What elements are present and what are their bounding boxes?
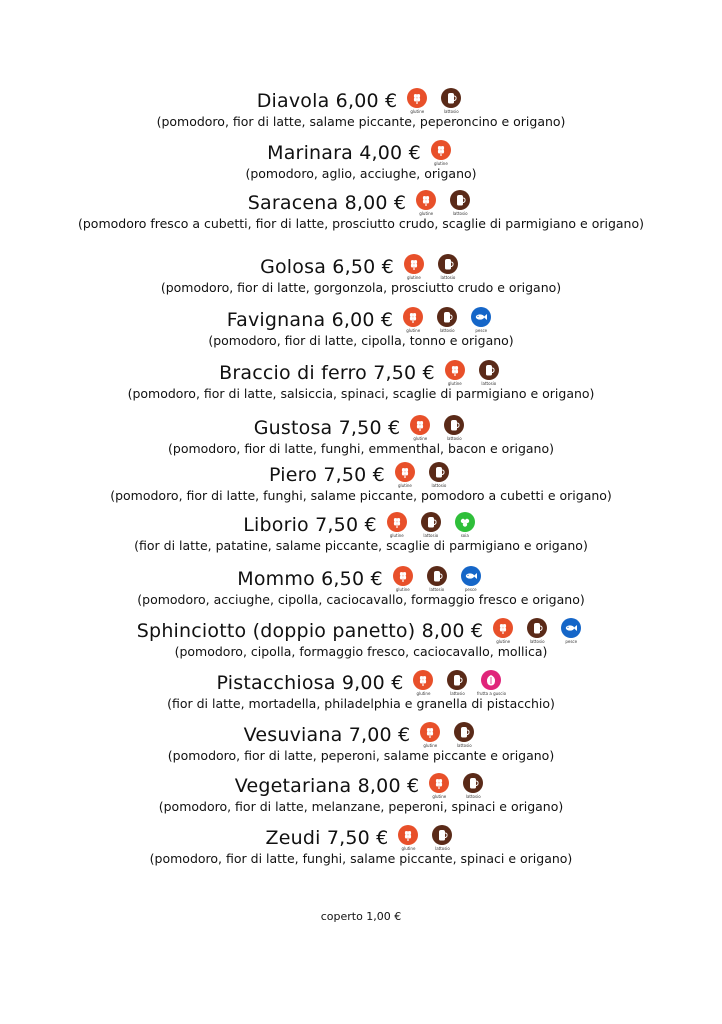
- menu-item-header: [0, 415, 722, 441]
- allergen-lattosio: [425, 462, 453, 488]
- wheat-icon: [398, 825, 418, 845]
- menu-item: [0, 618, 722, 660]
- allergen-glutine: [425, 773, 453, 799]
- allergen-label: lattosio: [431, 483, 447, 488]
- milk-jug-icon: [437, 307, 457, 327]
- allergen-pesce: [467, 307, 495, 333]
- allergen-lattosio: [428, 825, 456, 851]
- allergen-label: glutine: [419, 211, 434, 216]
- allergen-glutine: [394, 825, 422, 851]
- allergen-glutine: [399, 307, 427, 333]
- allergen-lattosio: [475, 360, 503, 386]
- allergen-icons: [416, 722, 478, 748]
- menu-item-header: [0, 773, 722, 799]
- pizza-name-price: Vegetariana 8,00 €: [234, 775, 420, 797]
- allergen-icons: [489, 618, 585, 644]
- cover-charge: coperto 1,00 €: [320, 910, 402, 923]
- allergen-label: lattosio: [465, 794, 481, 799]
- allergen-pesce: [457, 566, 485, 592]
- allergen-label: glutine: [395, 587, 410, 592]
- allergen-label: glutine: [406, 328, 421, 333]
- menu-item-header: [0, 88, 722, 114]
- menu-item: [0, 566, 722, 608]
- wheat-icon: [413, 670, 433, 690]
- wheat-icon: [493, 618, 513, 638]
- allergen-soia: [451, 512, 479, 538]
- allergen-lattosio: [440, 415, 468, 441]
- allergen-icons: [403, 88, 465, 114]
- allergen-icons: [412, 190, 474, 216]
- menu-item: [0, 254, 722, 296]
- allergen-lattosio: [443, 670, 471, 696]
- wheat-icon: [403, 307, 423, 327]
- milk-jug-icon: [441, 88, 461, 108]
- allergen-icons: [409, 670, 505, 696]
- menu-item: [0, 360, 722, 402]
- milk-jug-icon: [427, 566, 447, 586]
- menu-item: [0, 88, 722, 130]
- menu-item: [0, 140, 722, 182]
- wheat-icon: [445, 360, 465, 380]
- pizza-name-price: Sphinciotto (doppio panetto) 8,00 €: [136, 620, 484, 642]
- allergen-label: lattosio: [443, 109, 459, 114]
- allergen-label: glutine: [432, 794, 447, 799]
- ingredients-description: (pomodoro, aglio, acciughe, origano): [245, 166, 477, 181]
- milk-jug-icon: [438, 254, 458, 274]
- allergen-glutine: [412, 190, 440, 216]
- allergen-lattosio: [437, 88, 465, 114]
- allergen-glutine: [400, 254, 428, 280]
- allergen-glutine: [409, 670, 437, 696]
- pizza-name-price: Golosa 6,50 €: [260, 256, 394, 278]
- allergen-icons: [400, 254, 462, 280]
- menu-item-header: [0, 360, 722, 386]
- allergen-pesce: [557, 618, 585, 644]
- allergen-glutine: [416, 722, 444, 748]
- pizza-name-price: Saracena 8,00 €: [247, 192, 407, 214]
- allergen-glutine: [427, 140, 455, 166]
- allergen-frutta: [477, 670, 505, 696]
- pizza-name-price: Mommo 6,50 €: [237, 568, 383, 590]
- allergen-glutine: [489, 618, 517, 644]
- milk-jug-icon: [429, 462, 449, 482]
- pizza-name-price: Zeudi 7,50 €: [265, 827, 389, 849]
- wheat-icon: [429, 773, 449, 793]
- ingredients-description: (pomodoro, cipolla, formaggio fresco, caciocavallo, mollica): [174, 644, 548, 659]
- pizza-name-price: Liborio 7,50 €: [243, 514, 377, 536]
- ingredients-description: (pomodoro, acciughe, cipolla, caciocavallo, formaggio fresco e origano): [137, 592, 585, 607]
- fish-icon: [471, 307, 491, 327]
- pizza-name-price: Diavola 6,00 €: [256, 90, 398, 112]
- ingredients-description: (pomodoro, fior di latte, melanzane, peperoni, spinaci e origano): [158, 799, 564, 814]
- pizza-name-price: Braccio di ferro 7,50 €: [219, 362, 435, 384]
- soy-icon: [455, 512, 475, 532]
- fish-icon: [461, 566, 481, 586]
- allergen-lattosio: [459, 773, 487, 799]
- allergen-label: glutine: [416, 691, 431, 696]
- allergen-label: pesce: [565, 639, 578, 644]
- milk-jug-icon: [444, 415, 464, 435]
- allergen-lattosio: [446, 190, 474, 216]
- allergen-label: lattosio: [440, 275, 456, 280]
- wheat-icon: [395, 462, 415, 482]
- milk-jug-icon: [432, 825, 452, 845]
- allergen-lattosio: [523, 618, 551, 644]
- menu-item: [0, 825, 722, 867]
- allergen-label: glutine: [413, 436, 428, 441]
- menu-item-header: [0, 512, 722, 538]
- allergen-lattosio: [450, 722, 478, 748]
- allergen-label: soia: [460, 533, 469, 538]
- pizza-name-price: Favignana 6,00 €: [226, 309, 394, 331]
- allergen-label: glutine: [407, 275, 421, 280]
- allergen-icons: [383, 512, 479, 538]
- pizza-name-price: Piero 7,50 €: [269, 464, 385, 486]
- allergen-icons: [391, 462, 453, 488]
- nut-icon: [481, 670, 501, 690]
- pizza-name-price: Gustosa 7,50 €: [253, 417, 401, 439]
- allergen-label: glutine: [433, 161, 448, 166]
- allergen-label: pesce: [475, 328, 488, 333]
- allergen-lattosio: [434, 254, 462, 280]
- allergen-label: glutine: [401, 846, 416, 851]
- allergen-icons: [394, 825, 456, 851]
- ingredients-description: (pomodoro fresco a cubetti, fior di latte, prosciutto crudo, scaglie di parmigiano e origano): [78, 216, 644, 231]
- menu-item-header: [0, 825, 722, 851]
- milk-jug-icon: [527, 618, 547, 638]
- allergen-lattosio: [417, 512, 445, 538]
- allergen-label: lattosio: [435, 846, 450, 851]
- wheat-icon: [393, 566, 413, 586]
- wheat-icon: [410, 415, 430, 435]
- ingredients-description: (pomodoro, fior di latte, funghi, salame piccante, spinaci e origano): [149, 851, 573, 866]
- menu-item-header: [0, 722, 722, 748]
- menu-item: [0, 512, 722, 554]
- menu-item-header: [0, 307, 722, 333]
- allergen-label: glutine: [410, 109, 425, 114]
- allergen-label: lattosio: [423, 533, 439, 538]
- menu-item: [0, 773, 722, 815]
- pizza-name-price: Pistacchiosa 9,00 €: [216, 672, 404, 694]
- menu-item: [0, 190, 722, 232]
- allergen-icons: [406, 415, 468, 441]
- menu-item-header: [0, 670, 722, 696]
- milk-jug-icon: [454, 722, 474, 742]
- allergen-label: glutine: [398, 483, 412, 488]
- allergen-label: glutine: [447, 381, 462, 386]
- menu-item: [0, 307, 722, 349]
- allergen-icons: [389, 566, 485, 592]
- menu-item-header: [0, 618, 722, 644]
- ingredients-description: (pomodoro, fior di latte, salsiccia, spinaci, scaglie di parmigiano e origano): [127, 386, 595, 401]
- allergen-icons: [441, 360, 503, 386]
- milk-jug-icon: [479, 360, 499, 380]
- allergen-glutine: [383, 512, 411, 538]
- allergen-label: lattosio: [481, 381, 497, 386]
- pizza-name-price: Marinara 4,00 €: [267, 142, 421, 164]
- milk-jug-icon: [450, 190, 470, 210]
- allergen-label: frutta a guscio: [476, 691, 507, 696]
- ingredients-description: (pomodoro, fior di latte, funghi, emmenthal, bacon e origano): [168, 441, 554, 456]
- wheat-icon: [431, 140, 451, 160]
- menu-item-header: [0, 190, 722, 216]
- allergen-label: lattosio: [456, 743, 472, 748]
- allergen-glutine: [391, 462, 419, 488]
- menu-item: [0, 722, 722, 764]
- allergen-label: lattosio: [450, 691, 465, 696]
- allergen-icons: [399, 307, 495, 333]
- wheat-icon: [416, 190, 436, 210]
- menu-item: [0, 670, 722, 712]
- ingredients-description: (pomodoro, fior di latte, funghi, salame piccante, pomodoro a cubetti e origano): [110, 488, 612, 503]
- wheat-icon: [404, 254, 424, 274]
- allergen-label: lattosio: [429, 587, 445, 592]
- pizza-name-price: Vesuviana 7,00 €: [243, 724, 411, 746]
- allergen-label: lattosio: [452, 211, 468, 216]
- allergen-icons: [427, 140, 455, 166]
- menu-item-header: [0, 140, 722, 166]
- allergen-label: glutine: [496, 639, 511, 644]
- allergen-glutine: [403, 88, 431, 114]
- allergen-glutine: [441, 360, 469, 386]
- allergen-glutine: [389, 566, 417, 592]
- allergen-icons: [425, 773, 487, 799]
- wheat-icon: [407, 88, 427, 108]
- milk-jug-icon: [447, 670, 467, 690]
- menu-item: [0, 415, 722, 457]
- fish-icon: [561, 618, 581, 638]
- allergen-label: lattosio: [446, 436, 462, 441]
- ingredients-description: (pomodoro, fior di latte, peperoni, salame piccante e origano): [167, 748, 555, 763]
- allergen-label: lattosio: [439, 328, 455, 333]
- ingredients-description: (pomodoro, fior di latte, gorgonzola, prosciutto crudo e origano): [160, 280, 562, 295]
- ingredients-description: (pomodoro, fior di latte, salame piccante, peperoncino e origano): [156, 114, 566, 129]
- menu-item-header: [0, 254, 722, 280]
- allergen-label: pesce: [464, 587, 477, 592]
- allergen-lattosio: [433, 307, 461, 333]
- ingredients-description: (pomodoro, fior di latte, cipolla, tonno e origano): [208, 333, 514, 348]
- menu-item: [0, 462, 722, 504]
- wheat-icon: [420, 722, 440, 742]
- milk-jug-icon: [463, 773, 483, 793]
- menu-item-header: [0, 462, 722, 488]
- allergen-label: glutine: [389, 533, 404, 538]
- ingredients-description: (fior di latte, patatine, salame piccante, scaglie di parmigiano e origano): [134, 538, 588, 553]
- wheat-icon: [387, 512, 407, 532]
- allergen-label: lattosio: [529, 639, 545, 644]
- allergen-lattosio: [423, 566, 451, 592]
- milk-jug-icon: [421, 512, 441, 532]
- menu-item-header: [0, 566, 722, 592]
- allergen-glutine: [406, 415, 434, 441]
- allergen-label: glutine: [423, 743, 438, 748]
- ingredients-description: (fior di latte, mortadella, philadelphia e granella di pistacchio): [167, 696, 555, 711]
